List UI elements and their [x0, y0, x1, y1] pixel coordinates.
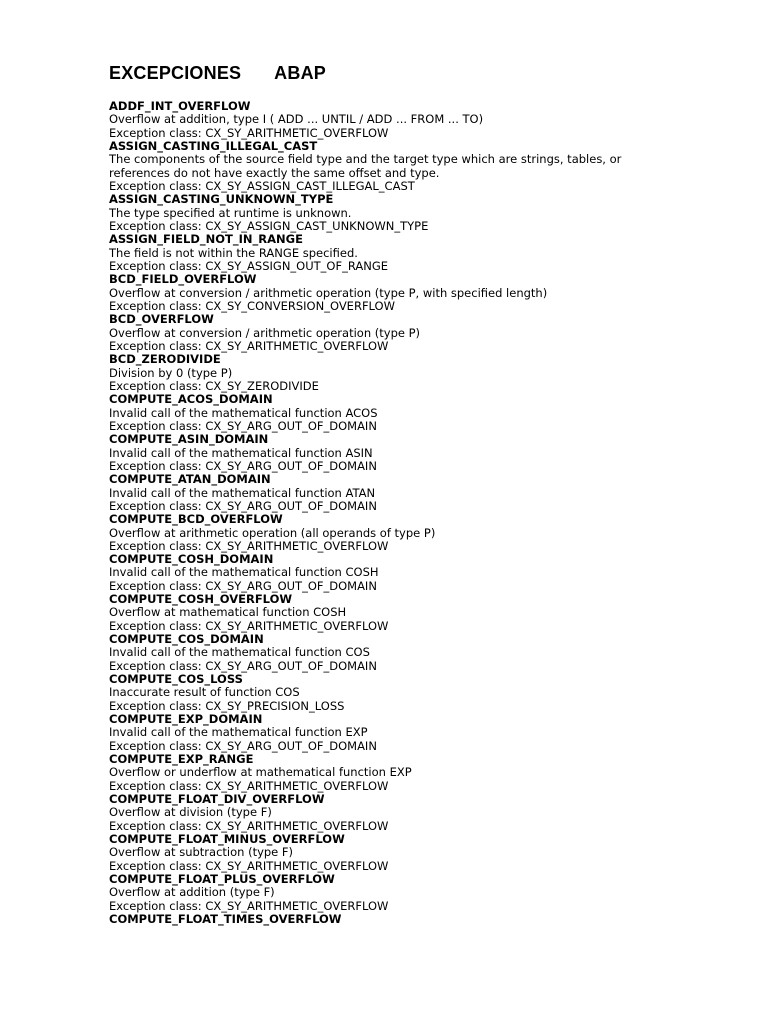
exception-description — [109, 646, 669, 659]
exception-description-line: Overflow or underflow at mathematical function EXP — [109, 765, 412, 780]
exception-class: Exception class: CX_SY_ASSIGN_CAST_ILLEGAL_CAST — [109, 178, 415, 193]
exception-class: Exception class: CX_SY_ARITHMETIC_OVERFLOW — [109, 858, 389, 873]
exception-name: COMPUTE_ACOS_DOMAIN — [109, 392, 273, 407]
exception-name: ADDF_INT_OVERFLOW — [109, 99, 251, 113]
exception-class: Exception class: CX_SY_ARITHMETIC_OVERFLOW — [109, 125, 389, 140]
exception-name: COMPUTE_FLOAT_TIMES_OVERFLOW — [109, 912, 342, 927]
exception-entry — [109, 793, 669, 833]
exception-description — [109, 327, 669, 340]
exception-entry — [109, 913, 669, 926]
exception-class: Exception class: CX_SY_ASSIGN_CAST_UNKNOWN_TYPE — [109, 218, 429, 233]
exception-class: Exception class: CX_SY_PRECISION_LOSS — [109, 698, 345, 713]
exception-entry — [109, 873, 669, 913]
exception-class: Exception class: CX_SY_ARITHMETIC_OVERFLOW — [109, 818, 389, 833]
exception-name: COMPUTE_COS_DOMAIN — [109, 632, 264, 647]
exception-description — [109, 726, 669, 739]
exception-name: BCD_FIELD_OVERFLOW — [109, 272, 257, 287]
exception-name: COMPUTE_FLOAT_DIV_OVERFLOW — [109, 792, 325, 807]
exception-name: COMPUTE_COSH_OVERFLOW — [109, 592, 293, 607]
exception-description — [109, 846, 669, 859]
exception-description-line: Overflow at subtraction (type F) — [109, 845, 294, 860]
exception-description — [109, 153, 669, 180]
exception-class: Exception class: CX_SY_ARG_OUT_OF_DOMAIN — [109, 418, 377, 433]
exception-description — [109, 367, 669, 380]
exception-description-line: Overflow at conversion / arithmetic operation (type P, with specified length) — [109, 285, 548, 300]
exception-name: ASSIGN_CASTING_UNKNOWN_TYPE — [109, 192, 334, 207]
exception-entry — [109, 473, 669, 513]
exception-entry — [109, 140, 669, 193]
exception-description — [109, 806, 669, 819]
exception-description-line: Overflow at division (type F) — [109, 805, 272, 820]
exception-description-line: The type specified at runtime is unknown. — [109, 205, 352, 220]
exception-name: COMPUTE_EXP_RANGE — [109, 752, 254, 767]
exception-name: BCD_OVERFLOW — [109, 312, 214, 327]
exception-name: COMPUTE_BCD_OVERFLOW — [109, 512, 283, 527]
exception-entry — [109, 233, 669, 273]
exception-name: COMPUTE_FLOAT_MINUS_OVERFLOW — [109, 832, 345, 847]
exception-class: Exception class: CX_SY_ZERODIVIDE — [109, 378, 319, 393]
document-title: EXCEPCIONES ABAP — [109, 63, 326, 83]
exception-class: Exception class: CX_SY_ARG_OUT_OF_DOMAIN — [109, 658, 377, 673]
exception-class: Exception class: CX_SY_ARG_OUT_OF_DOMAIN — [109, 738, 377, 753]
exception-class: Exception class: CX_SY_ARG_OUT_OF_DOMAIN — [109, 498, 377, 513]
exception-entry — [109, 393, 669, 433]
exception-description — [109, 247, 669, 260]
exception-entry — [109, 513, 669, 553]
exception-description-line: Inaccurate result of function COS — [109, 685, 300, 700]
exception-description — [109, 527, 669, 540]
exception-description-line: Invalid call of the mathematical function COSH — [109, 565, 379, 580]
exception-class: Exception class: CX_SY_ASSIGN_OUT_OF_RANGE — [109, 258, 389, 273]
exception-entry — [109, 273, 669, 313]
exception-description-line: Overflow at conversion / arithmetic operation (type P) — [109, 325, 421, 340]
exception-description — [109, 113, 669, 126]
exception-description — [109, 606, 669, 619]
exception-entry — [109, 100, 669, 140]
exception-class: Exception class: CX_SY_ARITHMETIC_OVERFLOW — [109, 778, 389, 793]
exception-description-line: Overflow at arithmetic operation (all operands of type P) — [109, 525, 436, 540]
exception-entry — [109, 673, 669, 713]
exception-description — [109, 886, 669, 899]
exception-name: ASSIGN_FIELD_NOT_IN_RANGE — [109, 232, 303, 247]
exception-entry — [109, 833, 669, 873]
exception-class: Exception class: CX_SY_ARG_OUT_OF_DOMAIN — [109, 458, 377, 473]
exception-description-line: Overflow at addition, type I ( ADD ... UNTIL / ADD ... FROM ... TO) — [109, 112, 484, 127]
exception-description-line: Invalid call of the mathematical function ACOS — [109, 405, 378, 420]
exception-description — [109, 487, 669, 500]
exception-description-line: The field is not within the RANGE specified. — [109, 245, 358, 260]
exception-description-line: Invalid call of the mathematical function ATAN — [109, 485, 376, 500]
exception-class: Exception class: CX_SY_ARITHMETIC_OVERFLOW — [109, 618, 389, 633]
exception-class: Exception class: CX_SY_ARITHMETIC_OVERFLOW — [109, 338, 389, 353]
exception-name: COMPUTE_ATAN_DOMAIN — [109, 472, 271, 487]
exception-description — [109, 207, 669, 220]
exception-entry — [109, 433, 669, 473]
exception-name: ASSIGN_CASTING_ILLEGAL_CAST — [109, 138, 318, 153]
exception-description-line: Invalid call of the mathematical function ASIN — [109, 445, 373, 460]
exception-entry — [109, 593, 669, 633]
exception-class: Exception class: CX_SY_ARITHMETIC_OVERFLOW — [109, 538, 389, 553]
exception-class: Exception class: CX_SY_CONVERSION_OVERFLOW — [109, 298, 395, 313]
exception-description — [109, 447, 669, 460]
exception-description-line: references do not have exactly the same offset and type. — [109, 165, 440, 180]
exception-name: COMPUTE_ASIN_DOMAIN — [109, 432, 269, 447]
exception-description-line: Invalid call of the mathematical function COS — [109, 645, 370, 660]
exception-name: COMPUTE_FLOAT_PLUS_OVERFLOW — [109, 872, 335, 887]
exception-description-line: Invalid call of the mathematical function EXP — [109, 725, 368, 740]
exception-description — [109, 287, 669, 300]
exception-entry — [109, 713, 669, 753]
document-page — [109, 61, 669, 926]
exception-description — [109, 686, 669, 699]
exception-name: BCD_ZERODIVIDE — [109, 352, 221, 367]
exception-list — [109, 100, 669, 926]
exception-description-line: Overflow at addition (type F) — [109, 885, 275, 900]
exception-name: COMPUTE_COS_LOSS — [109, 672, 243, 687]
exception-entry — [109, 353, 669, 393]
exception-description — [109, 566, 669, 579]
exception-entry — [109, 753, 669, 793]
exception-entry — [109, 193, 669, 233]
exception-class: Exception class: CX_SY_ARITHMETIC_OVERFLOW — [109, 898, 389, 913]
exception-description — [109, 766, 669, 779]
exception-description — [109, 407, 669, 420]
exception-entry — [109, 553, 669, 593]
exception-name: COMPUTE_COSH_DOMAIN — [109, 552, 274, 567]
exception-class: Exception class: CX_SY_ARG_OUT_OF_DOMAIN — [109, 578, 377, 593]
exception-name: COMPUTE_EXP_DOMAIN — [109, 712, 263, 727]
exception-description-line: Overflow at mathematical function COSH — [109, 605, 347, 620]
exception-description-line: The components of the source field type and the target type which are strings, tables, or — [109, 152, 622, 167]
exception-entry — [109, 313, 669, 353]
exception-description-line: Division by 0 (type P) — [109, 365, 233, 380]
exception-entry — [109, 633, 669, 673]
